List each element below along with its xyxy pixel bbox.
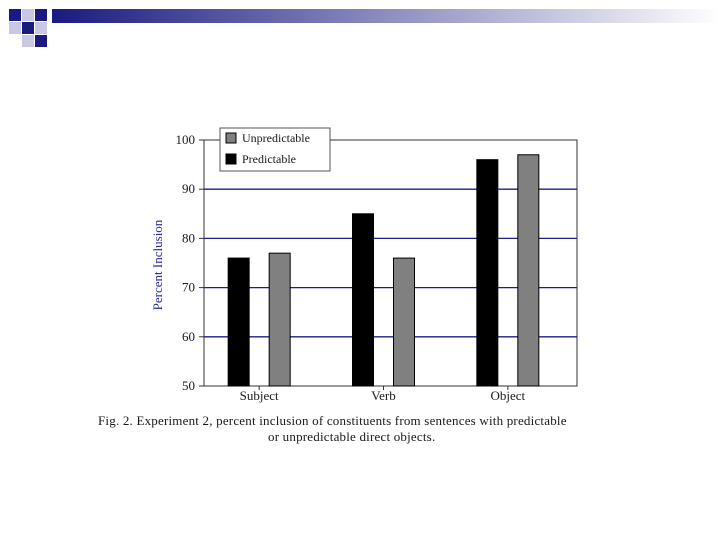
legend-label-predictable: Predictable [242,152,296,166]
header-square [22,22,34,34]
plot-area [176,132,578,403]
header-squares [9,9,47,47]
y-tick-label: 70 [182,279,195,295]
x-tick-label: Object [490,388,526,403]
caption-line-2: or unpredictable direct objects. [268,429,436,444]
bar-unpredictable-verb [394,258,415,386]
y-tick-label: 90 [182,181,195,197]
header-square [9,22,21,34]
bar-unpredictable-object [518,155,539,386]
header-bar [52,9,720,23]
bar-predictable-verb [353,214,374,386]
y-tick-label: 60 [182,328,195,344]
header-square [35,22,47,34]
y-tick-label: 80 [182,230,195,246]
y-axis-label: Percent Inclusion [150,219,165,311]
x-tick-label: Verb [371,388,396,403]
y-tick-label: 50 [182,378,195,393]
legend [220,128,330,171]
figure-caption [98,413,658,445]
header-square [9,9,21,21]
bar-predictable-subject [228,258,249,386]
bar-predictable-object [477,160,498,386]
header-square [22,35,34,47]
legend-swatch-predictable [226,154,236,164]
header-square [35,35,47,47]
y-tick-label: 100 [175,132,195,147]
header-square [22,9,34,21]
caption-line-1: Fig. 2. Experiment 2, percent inclusion of constituents from sentences with predictable [98,413,567,428]
header-decoration [9,9,720,47]
legend-swatch-unpredictable [226,133,236,143]
bar-unpredictable-subject [269,253,290,386]
header-square [35,9,47,21]
legend-label-unpredictable: Unpredictable [242,131,310,145]
x-tick-label: Subject [239,388,279,403]
